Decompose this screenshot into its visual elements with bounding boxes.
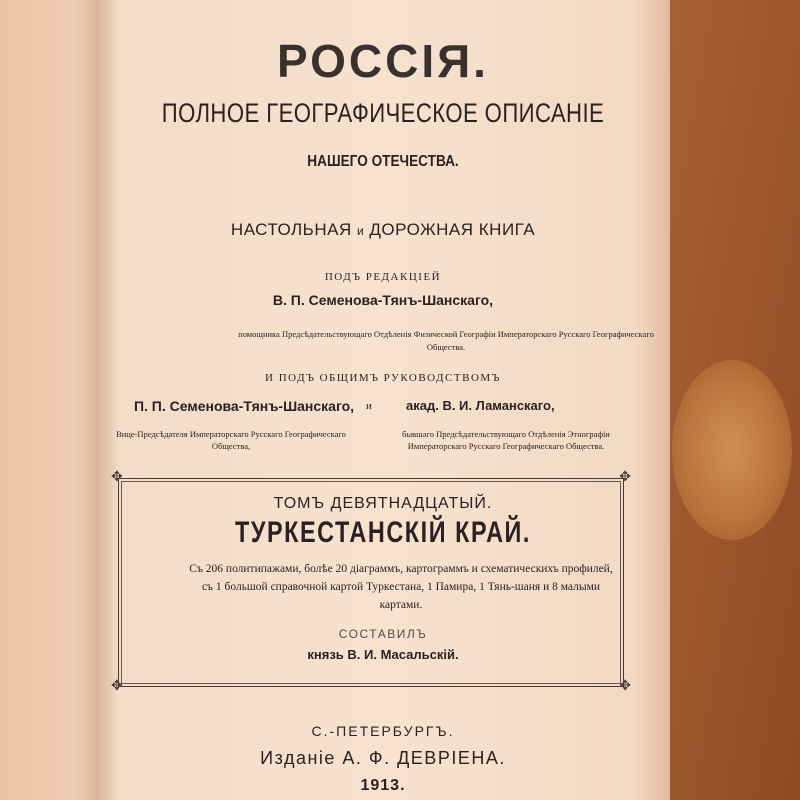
and-word: и xyxy=(366,400,372,412)
book-subtitle: ПОЛНОЕ ГЕОГРАФИЧЕСКОЕ ОПИСАНІЕ xyxy=(161,98,605,128)
book-subtitle-line2: НАШЕГО ОТЕЧЕСТВА. xyxy=(307,153,459,170)
leadership-label: И ПОДЪ ОБЩИМЪ РУКОВОДСТВОМЪ xyxy=(265,372,501,384)
editor-role: помощника Предсѣдательствующаго Отдѣленія Физической Географіи Императорскаго Русскаго Географическаго Общества. xyxy=(238,329,654,352)
compiled-label: СОСТАВИЛЪ xyxy=(338,627,428,641)
publication-city: С.-ПЕТЕРБУРГЪ. xyxy=(311,723,455,739)
wood-knot xyxy=(672,360,792,540)
leader2-name: акад. В. И. Ламанскаго, xyxy=(406,398,555,413)
book-type-part2: ДОРОЖНАЯ КНИГА xyxy=(369,220,536,239)
editor-name: В. П. Семенова-Тянъ-Шанскаго, xyxy=(272,292,494,308)
corner-ornament-icon: ✥ xyxy=(619,679,631,694)
title-page xyxy=(96,0,670,800)
leader1-role: Вице-Предсѣдателя Императорскаго Русскаго Географическаго Общества, xyxy=(116,429,346,451)
book-title: РОССІЯ. xyxy=(277,35,489,87)
book-type-part1: НАСТОЛЬНАЯ xyxy=(230,220,352,239)
book-type-and: и xyxy=(356,224,365,238)
corner-ornament-icon: ✥ xyxy=(111,679,123,694)
editor-label: ПОДЪ РЕДАКЦІЕЙ xyxy=(324,271,442,283)
volume-title: ТУРКЕСТАНСКІЙ КРАЙ. xyxy=(235,516,531,549)
publication-year: 1913. xyxy=(360,777,406,794)
left-page-edge xyxy=(0,0,108,800)
leader1-name: П. П. Семенова-Тянъ-Шанскаго, xyxy=(133,398,355,414)
corner-ornament-icon: ✥ xyxy=(111,470,123,485)
publisher: Изданіе А. Ф. ДЕВРІЕНА. xyxy=(260,748,506,768)
volume-number: ТОМЪ ДЕВЯТНАДЦАТЫЙ. xyxy=(273,495,493,512)
book-type xyxy=(96,220,670,240)
corner-ornament-icon: ✥ xyxy=(619,470,631,485)
leader2-role: бывшаго Предсѣдательствующаго Отдѣленія Этнографіи Императорскаго Русскаго Географическаго Общества. xyxy=(402,429,610,451)
author-name: князь В. И. Масальскій. xyxy=(307,647,459,662)
volume-description: Съ 206 политипажами, болѣе 20 діаграммъ, картограммъ и схематическихъ профилей, съ 1 большой справочной картой Туркестана, 1 Памира, 1 Тянь-шаня и 8 малыми картами. xyxy=(189,563,613,611)
